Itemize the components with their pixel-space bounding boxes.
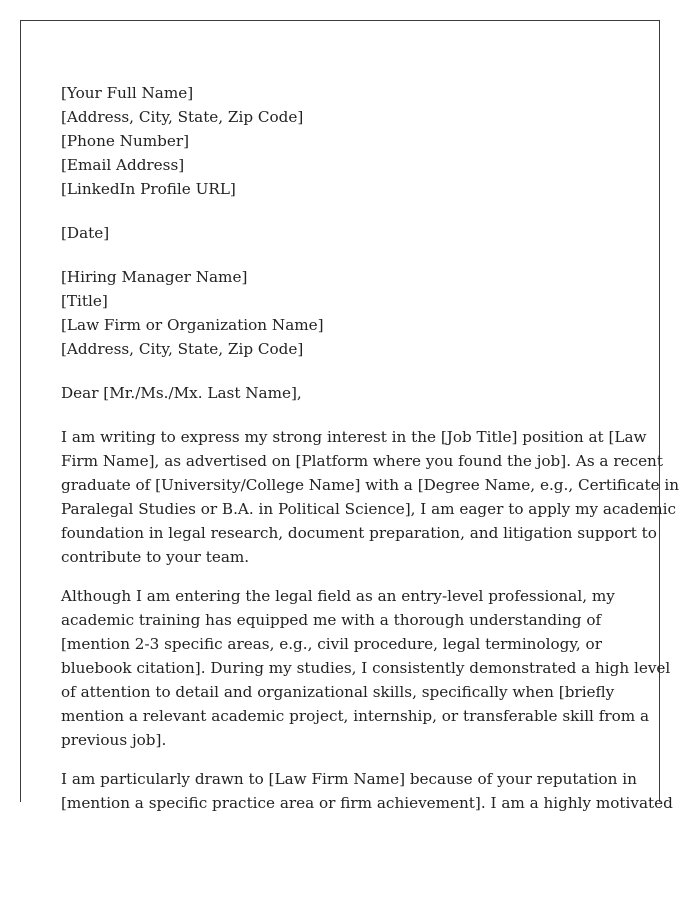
salutation-block [61,381,636,405]
letter-content [61,81,680,830]
paragraph-line: I am particularly drawn to [Law Firm Name] because of your reputation in [61,770,637,788]
letter-page [20,20,680,812]
recipient-block [61,265,636,361]
salutation: Dear [Mr./Ms./Mx. Last Name], [61,384,302,402]
sender-phone: [Phone Number] [61,132,190,150]
sender-linkedin: [LinkedIn Profile URL] [61,180,236,198]
paragraph-line: bluebook citation]. During my studies, I consistently demonstrated a high level [61,659,671,677]
recipient-organization: [Law Firm or Organization Name] [61,316,324,334]
recipient-name: [Hiring Manager Name] [61,268,248,286]
paragraph-line: Paralegal Studies or B.A. in Political Science], I am eager to apply my academic [61,500,676,518]
paragraph-line: [mention 2-3 specific areas, e.g., civil procedure, legal terminology, or [61,635,602,653]
paragraph-line: graduate of [University/College Name] with a [Degree Name, e.g., Certificate in [61,476,680,494]
paragraph-line: foundation in legal research, document preparation, and litigation support to [61,524,657,542]
paragraph-line: contribute to your team. [61,548,250,566]
sender-name: [Your Full Name] [61,84,194,102]
date-block [61,221,636,245]
recipient-address: [Address, City, State, Zip Code] [61,340,304,358]
paragraph-line: mention a relevant academic project, internship, or transferable skill from a [61,707,650,725]
recipient-title: [Title] [61,292,108,310]
body-paragraph-1 [61,425,680,569]
sender-address: [Address, City, State, Zip Code] [61,108,304,126]
body-paragraph-2 [61,584,671,752]
paragraph-line: Firm Name], as advertised on [Platform where you found the job]. As a recent [61,452,663,470]
paragraph-line: [mention a specific practice area or firm achievement]. I am a highly motivated [61,794,673,812]
paragraph-line: Although I am entering the legal field as an entry-level professional, my [61,587,615,605]
paragraph-line: I am writing to express my strong interest in the [Job Title] position at [Law [61,428,647,446]
sender-email: [Email Address] [61,156,185,174]
paragraph-line: academic training has equipped me with a thorough understanding of [61,611,602,629]
paragraph-line: of attention to detail and organizational skills, specifically when [briefly [61,683,615,701]
letter-date: [Date] [61,224,110,242]
sender-block [61,81,636,201]
body-paragraph-3 [61,767,673,815]
paragraph-line: previous job]. [61,731,167,749]
